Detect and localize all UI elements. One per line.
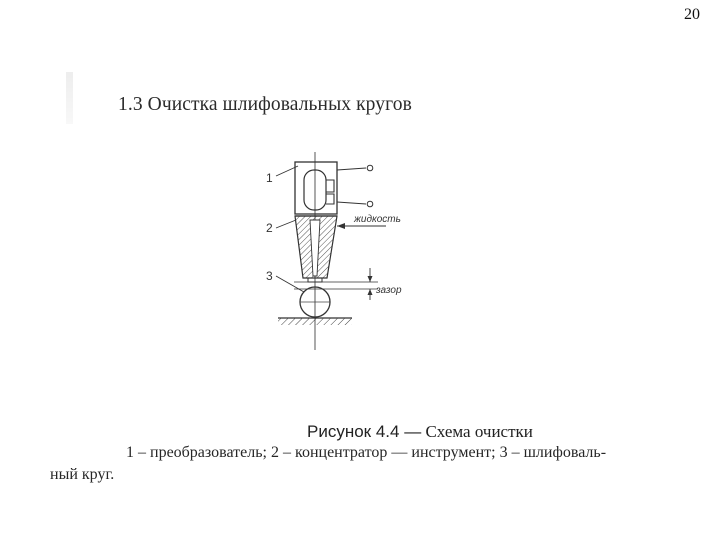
cleaning-scheme-figure xyxy=(258,150,428,350)
label-1: 1 xyxy=(266,171,273,185)
label-gap: зазор xyxy=(376,285,402,296)
legend-line-2: ный круг. xyxy=(50,466,115,483)
page-number: 20 xyxy=(684,6,700,23)
section-title: 1.3 Очистка шлифовальных кругов xyxy=(118,94,412,115)
label-3: 3 xyxy=(266,269,273,283)
figure-caption xyxy=(307,422,533,442)
terminal-top xyxy=(367,165,373,171)
legend-line-1: 1 – преобразователь; 2 – концентратор — инструмент; 3 – шлифоваль- xyxy=(126,444,607,461)
scan-artifact xyxy=(66,72,73,124)
label-2: 2 xyxy=(266,221,273,235)
figure-legend xyxy=(50,442,690,486)
figure-caption-label: Рисунок 4.4 — xyxy=(307,422,422,441)
label-liquid: жидкость xyxy=(354,214,401,225)
terminal-bottom xyxy=(367,201,373,207)
figure-caption-text: Схема очистки xyxy=(425,422,533,441)
ground-hatch xyxy=(278,318,352,325)
